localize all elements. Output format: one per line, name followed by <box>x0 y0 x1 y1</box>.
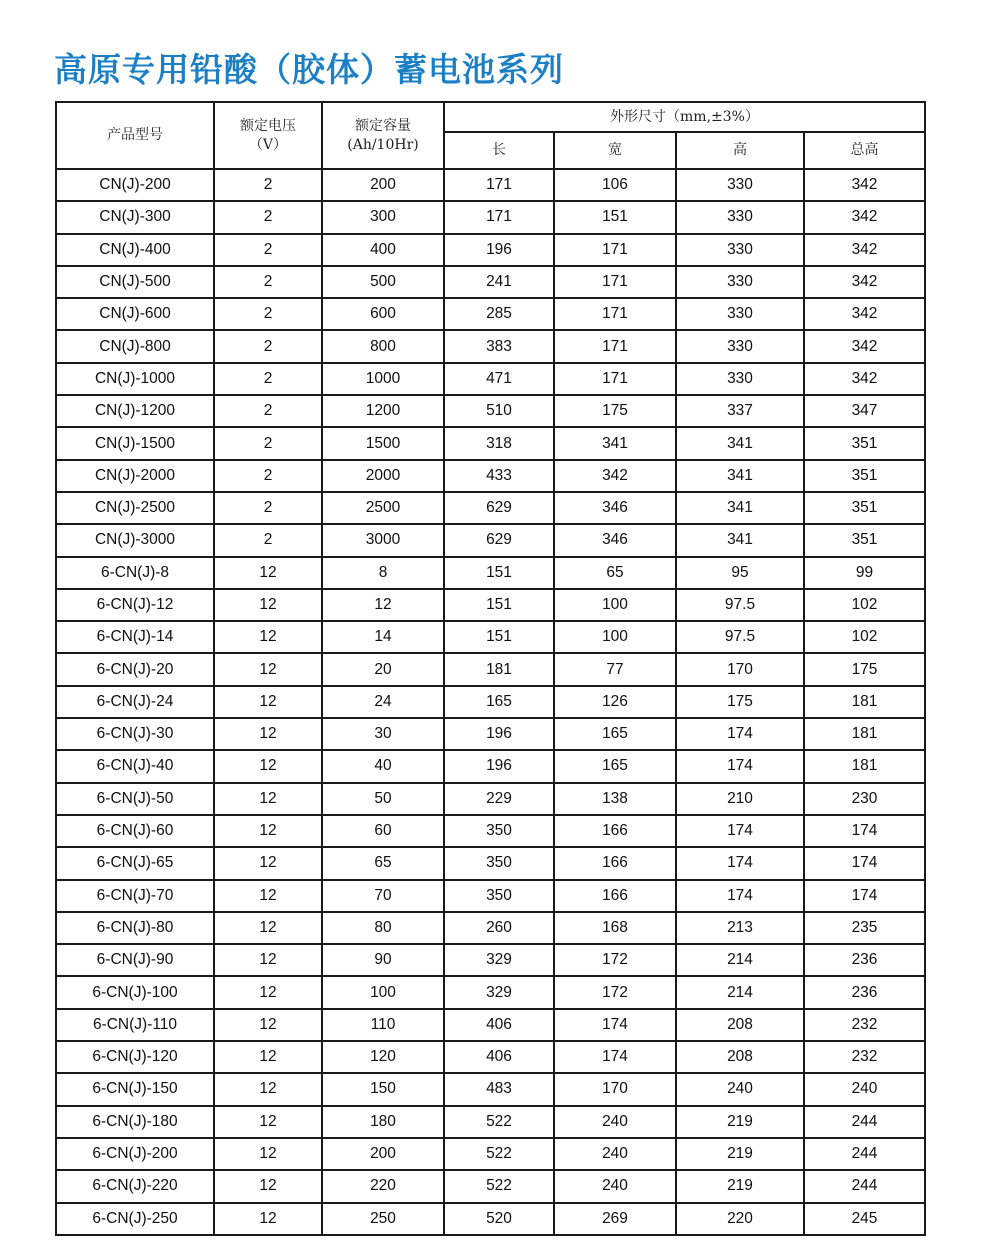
model-cell: 6-CN(J)-90 <box>56 944 214 976</box>
voltage-cell: 12 <box>214 1203 322 1235</box>
capacity-cell: 24 <box>322 686 444 718</box>
table-header <box>56 102 925 169</box>
voltage-cell: 12 <box>214 1041 322 1073</box>
model-cell: 6-CN(J)-80 <box>56 912 214 944</box>
capacity-cell: 50 <box>322 783 444 815</box>
table-row <box>56 944 925 976</box>
total-height-cell: 174 <box>804 847 925 879</box>
width-cell: 166 <box>554 847 676 879</box>
width-cell: 170 <box>554 1073 676 1105</box>
capacity-cell: 800 <box>322 330 444 362</box>
voltage-cell: 12 <box>214 847 322 879</box>
header-length: 长 <box>444 132 554 169</box>
width-cell: 171 <box>554 234 676 266</box>
model-cell: CN(J)-1000 <box>56 363 214 395</box>
length-cell: 406 <box>444 1009 554 1041</box>
model-cell: CN(J)-1500 <box>56 427 214 459</box>
capacity-cell: 150 <box>322 1073 444 1105</box>
capacity-cell: 3000 <box>322 524 444 556</box>
voltage-cell: 12 <box>214 880 322 912</box>
length-cell: 350 <box>444 815 554 847</box>
width-cell: 126 <box>554 686 676 718</box>
header-voltage <box>214 102 322 169</box>
height-cell: 330 <box>676 330 804 362</box>
voltage-cell: 12 <box>214 653 322 685</box>
total-height-cell: 245 <box>804 1203 925 1235</box>
total-height-cell: 174 <box>804 880 925 912</box>
length-cell: 151 <box>444 589 554 621</box>
total-height-cell: 342 <box>804 169 925 201</box>
width-cell: 240 <box>554 1106 676 1138</box>
table-row <box>56 686 925 718</box>
width-cell: 346 <box>554 524 676 556</box>
model-cell: 6-CN(J)-24 <box>56 686 214 718</box>
length-cell: 165 <box>444 686 554 718</box>
capacity-cell: 120 <box>322 1041 444 1073</box>
table-row <box>56 976 925 1008</box>
total-height-cell: 232 <box>804 1041 925 1073</box>
table-row <box>56 201 925 233</box>
table-row <box>56 718 925 750</box>
voltage-cell: 12 <box>214 783 322 815</box>
height-cell: 208 <box>676 1041 804 1073</box>
voltage-cell: 12 <box>214 1106 322 1138</box>
model-cell: 6-CN(J)-220 <box>56 1170 214 1202</box>
height-cell: 219 <box>676 1138 804 1170</box>
table-row <box>56 427 925 459</box>
voltage-cell: 12 <box>214 1138 322 1170</box>
table-row <box>56 266 925 298</box>
voltage-cell: 2 <box>214 201 322 233</box>
capacity-cell: 1200 <box>322 395 444 427</box>
length-cell: 260 <box>444 912 554 944</box>
capacity-cell: 220 <box>322 1170 444 1202</box>
total-height-cell: 244 <box>804 1106 925 1138</box>
voltage-cell: 2 <box>214 266 322 298</box>
model-cell: CN(J)-500 <box>56 266 214 298</box>
header-capacity-line1: 额定容量 <box>355 117 411 134</box>
height-cell: 330 <box>676 298 804 330</box>
total-height-cell: 342 <box>804 201 925 233</box>
height-cell: 220 <box>676 1203 804 1235</box>
length-cell: 522 <box>444 1106 554 1138</box>
height-cell: 219 <box>676 1170 804 1202</box>
voltage-cell: 12 <box>214 976 322 1008</box>
width-cell: 165 <box>554 750 676 782</box>
table-row <box>56 847 925 879</box>
table-body <box>56 169 925 1235</box>
model-cell: 6-CN(J)-30 <box>56 718 214 750</box>
table-row <box>56 1138 925 1170</box>
width-cell: 171 <box>554 330 676 362</box>
voltage-cell: 2 <box>214 330 322 362</box>
model-cell: 6-CN(J)-14 <box>56 621 214 653</box>
width-cell: 240 <box>554 1170 676 1202</box>
height-cell: 337 <box>676 395 804 427</box>
height-cell: 330 <box>676 201 804 233</box>
voltage-cell: 12 <box>214 944 322 976</box>
length-cell: 196 <box>444 718 554 750</box>
length-cell: 285 <box>444 298 554 330</box>
total-height-cell: 351 <box>804 492 925 524</box>
length-cell: 483 <box>444 1073 554 1105</box>
width-cell: 77 <box>554 653 676 685</box>
height-cell: 210 <box>676 783 804 815</box>
height-cell: 341 <box>676 524 804 556</box>
total-height-cell: 342 <box>804 363 925 395</box>
table-row <box>56 492 925 524</box>
capacity-cell: 65 <box>322 847 444 879</box>
table-row <box>56 621 925 653</box>
table-row <box>56 1106 925 1138</box>
table-row <box>56 557 925 589</box>
capacity-cell: 600 <box>322 298 444 330</box>
width-cell: 341 <box>554 427 676 459</box>
total-height-cell: 181 <box>804 750 925 782</box>
voltage-cell: 12 <box>214 686 322 718</box>
total-height-cell: 351 <box>804 524 925 556</box>
page-title: 高原专用铅酸（胶体）蓄电池系列 <box>54 50 564 89</box>
model-cell: 6-CN(J)-200 <box>56 1138 214 1170</box>
height-cell: 214 <box>676 976 804 1008</box>
table-row <box>56 1170 925 1202</box>
total-height-cell: 99 <box>804 557 925 589</box>
total-height-cell: 244 <box>804 1138 925 1170</box>
capacity-cell: 200 <box>322 1138 444 1170</box>
voltage-cell: 2 <box>214 427 322 459</box>
length-cell: 383 <box>444 330 554 362</box>
voltage-cell: 12 <box>214 1073 322 1105</box>
total-height-cell: 342 <box>804 266 925 298</box>
model-cell: 6-CN(J)-180 <box>56 1106 214 1138</box>
total-height-cell: 236 <box>804 976 925 1008</box>
height-cell: 219 <box>676 1106 804 1138</box>
width-cell: 168 <box>554 912 676 944</box>
model-cell: CN(J)-200 <box>56 169 214 201</box>
width-cell: 346 <box>554 492 676 524</box>
total-height-cell: 175 <box>804 653 925 685</box>
length-cell: 510 <box>444 395 554 427</box>
header-dimensions: 外形尺寸（mm,±3%） <box>444 102 925 132</box>
voltage-cell: 2 <box>214 169 322 201</box>
model-cell: 6-CN(J)-110 <box>56 1009 214 1041</box>
header-voltage-line1: 额定电压 <box>240 117 296 134</box>
height-cell: 170 <box>676 653 804 685</box>
table-row <box>56 1041 925 1073</box>
model-cell: 6-CN(J)-40 <box>56 750 214 782</box>
height-cell: 213 <box>676 912 804 944</box>
length-cell: 329 <box>444 976 554 1008</box>
capacity-cell: 80 <box>322 912 444 944</box>
model-cell: 6-CN(J)-20 <box>56 653 214 685</box>
table-row <box>56 1073 925 1105</box>
total-height-cell: 351 <box>804 427 925 459</box>
table-row <box>56 653 925 685</box>
width-cell: 106 <box>554 169 676 201</box>
length-cell: 520 <box>444 1203 554 1235</box>
table-row <box>56 783 925 815</box>
capacity-cell: 1500 <box>322 427 444 459</box>
model-cell: 6-CN(J)-60 <box>56 815 214 847</box>
model-cell: 6-CN(J)-65 <box>56 847 214 879</box>
height-cell: 330 <box>676 363 804 395</box>
model-cell: 6-CN(J)-70 <box>56 880 214 912</box>
voltage-cell: 12 <box>214 589 322 621</box>
voltage-cell: 12 <box>214 557 322 589</box>
voltage-cell: 2 <box>214 524 322 556</box>
total-height-cell: 342 <box>804 330 925 362</box>
table-row <box>56 169 925 201</box>
capacity-cell: 70 <box>322 880 444 912</box>
length-cell: 329 <box>444 944 554 976</box>
capacity-cell: 100 <box>322 976 444 1008</box>
height-cell: 174 <box>676 815 804 847</box>
height-cell: 175 <box>676 686 804 718</box>
height-cell: 341 <box>676 427 804 459</box>
voltage-cell: 12 <box>214 750 322 782</box>
height-cell: 174 <box>676 718 804 750</box>
width-cell: 100 <box>554 621 676 653</box>
capacity-cell: 110 <box>322 1009 444 1041</box>
header-capacity-line2: (Ah/10Hr) <box>347 136 419 153</box>
model-cell: 6-CN(J)-250 <box>56 1203 214 1235</box>
model-cell: 6-CN(J)-8 <box>56 557 214 589</box>
width-cell: 342 <box>554 460 676 492</box>
model-cell: CN(J)-3000 <box>56 524 214 556</box>
height-cell: 214 <box>676 944 804 976</box>
voltage-cell: 2 <box>214 298 322 330</box>
length-cell: 433 <box>444 460 554 492</box>
total-height-cell: 102 <box>804 589 925 621</box>
total-height-cell: 347 <box>804 395 925 427</box>
length-cell: 629 <box>444 524 554 556</box>
height-cell: 208 <box>676 1009 804 1041</box>
table-row <box>56 1009 925 1041</box>
capacity-cell: 40 <box>322 750 444 782</box>
length-cell: 350 <box>444 847 554 879</box>
height-cell: 341 <box>676 492 804 524</box>
length-cell: 196 <box>444 234 554 266</box>
total-height-cell: 342 <box>804 234 925 266</box>
height-cell: 240 <box>676 1073 804 1105</box>
voltage-cell: 2 <box>214 395 322 427</box>
width-cell: 65 <box>554 557 676 589</box>
width-cell: 166 <box>554 815 676 847</box>
total-height-cell: 181 <box>804 686 925 718</box>
length-cell: 171 <box>444 169 554 201</box>
height-cell: 174 <box>676 847 804 879</box>
length-cell: 196 <box>444 750 554 782</box>
width-cell: 171 <box>554 298 676 330</box>
total-height-cell: 174 <box>804 815 925 847</box>
total-height-cell: 240 <box>804 1073 925 1105</box>
length-cell: 229 <box>444 783 554 815</box>
length-cell: 151 <box>444 621 554 653</box>
capacity-cell: 14 <box>322 621 444 653</box>
width-cell: 171 <box>554 363 676 395</box>
table-row <box>56 1203 925 1235</box>
width-cell: 174 <box>554 1009 676 1041</box>
voltage-cell: 12 <box>214 718 322 750</box>
length-cell: 350 <box>444 880 554 912</box>
header-width: 宽 <box>554 132 676 169</box>
capacity-cell: 2500 <box>322 492 444 524</box>
table-row <box>56 912 925 944</box>
model-cell: 6-CN(J)-100 <box>56 976 214 1008</box>
height-cell: 330 <box>676 266 804 298</box>
model-cell: 6-CN(J)-12 <box>56 589 214 621</box>
width-cell: 269 <box>554 1203 676 1235</box>
length-cell: 171 <box>444 201 554 233</box>
header-capacity <box>322 102 444 169</box>
width-cell: 172 <box>554 944 676 976</box>
table-row <box>56 460 925 492</box>
height-cell: 95 <box>676 557 804 589</box>
table-row <box>56 395 925 427</box>
total-height-cell: 102 <box>804 621 925 653</box>
total-height-cell: 342 <box>804 298 925 330</box>
length-cell: 151 <box>444 557 554 589</box>
total-height-cell: 232 <box>804 1009 925 1041</box>
height-cell: 341 <box>676 460 804 492</box>
height-cell: 97.5 <box>676 589 804 621</box>
capacity-cell: 90 <box>322 944 444 976</box>
length-cell: 406 <box>444 1041 554 1073</box>
capacity-cell: 12 <box>322 589 444 621</box>
model-cell: 6-CN(J)-120 <box>56 1041 214 1073</box>
capacity-cell: 60 <box>322 815 444 847</box>
capacity-cell: 30 <box>322 718 444 750</box>
table-row <box>56 234 925 266</box>
model-cell: CN(J)-400 <box>56 234 214 266</box>
voltage-cell: 2 <box>214 234 322 266</box>
total-height-cell: 351 <box>804 460 925 492</box>
table-row <box>56 363 925 395</box>
capacity-cell: 2000 <box>322 460 444 492</box>
length-cell: 522 <box>444 1138 554 1170</box>
model-cell: CN(J)-1200 <box>56 395 214 427</box>
header-voltage-line2: （V） <box>248 136 288 153</box>
model-cell: CN(J)-600 <box>56 298 214 330</box>
voltage-cell: 12 <box>214 815 322 847</box>
height-cell: 330 <box>676 169 804 201</box>
width-cell: 166 <box>554 880 676 912</box>
model-cell: CN(J)-2500 <box>56 492 214 524</box>
capacity-cell: 200 <box>322 169 444 201</box>
capacity-cell: 400 <box>322 234 444 266</box>
battery-spec-table <box>55 101 926 1236</box>
capacity-cell: 180 <box>322 1106 444 1138</box>
table-row <box>56 524 925 556</box>
capacity-cell: 1000 <box>322 363 444 395</box>
total-height-cell: 230 <box>804 783 925 815</box>
width-cell: 172 <box>554 976 676 1008</box>
height-cell: 330 <box>676 234 804 266</box>
model-cell: CN(J)-2000 <box>56 460 214 492</box>
width-cell: 151 <box>554 201 676 233</box>
voltage-cell: 2 <box>214 492 322 524</box>
voltage-cell: 2 <box>214 460 322 492</box>
total-height-cell: 236 <box>804 944 925 976</box>
voltage-cell: 12 <box>214 621 322 653</box>
model-cell: CN(J)-300 <box>56 201 214 233</box>
length-cell: 471 <box>444 363 554 395</box>
total-height-cell: 235 <box>804 912 925 944</box>
table-row <box>56 589 925 621</box>
header-total-height: 总高 <box>804 132 925 169</box>
table-row <box>56 330 925 362</box>
voltage-cell: 12 <box>214 912 322 944</box>
width-cell: 100 <box>554 589 676 621</box>
header-height: 高 <box>676 132 804 169</box>
capacity-cell: 8 <box>322 557 444 589</box>
header-model: 产品型号 <box>56 102 214 169</box>
total-height-cell: 181 <box>804 718 925 750</box>
voltage-cell: 2 <box>214 363 322 395</box>
width-cell: 171 <box>554 266 676 298</box>
length-cell: 241 <box>444 266 554 298</box>
model-cell: CN(J)-800 <box>56 330 214 362</box>
capacity-cell: 250 <box>322 1203 444 1235</box>
voltage-cell: 12 <box>214 1009 322 1041</box>
model-cell: 6-CN(J)-150 <box>56 1073 214 1105</box>
height-cell: 97.5 <box>676 621 804 653</box>
length-cell: 629 <box>444 492 554 524</box>
total-height-cell: 244 <box>804 1170 925 1202</box>
length-cell: 522 <box>444 1170 554 1202</box>
width-cell: 240 <box>554 1138 676 1170</box>
height-cell: 174 <box>676 880 804 912</box>
width-cell: 165 <box>554 718 676 750</box>
capacity-cell: 500 <box>322 266 444 298</box>
capacity-cell: 300 <box>322 201 444 233</box>
height-cell: 174 <box>676 750 804 782</box>
table-row <box>56 298 925 330</box>
capacity-cell: 20 <box>322 653 444 685</box>
width-cell: 138 <box>554 783 676 815</box>
table-row <box>56 750 925 782</box>
width-cell: 175 <box>554 395 676 427</box>
model-cell: 6-CN(J)-50 <box>56 783 214 815</box>
width-cell: 174 <box>554 1041 676 1073</box>
table-row <box>56 815 925 847</box>
length-cell: 318 <box>444 427 554 459</box>
table-row <box>56 880 925 912</box>
length-cell: 181 <box>444 653 554 685</box>
voltage-cell: 12 <box>214 1170 322 1202</box>
